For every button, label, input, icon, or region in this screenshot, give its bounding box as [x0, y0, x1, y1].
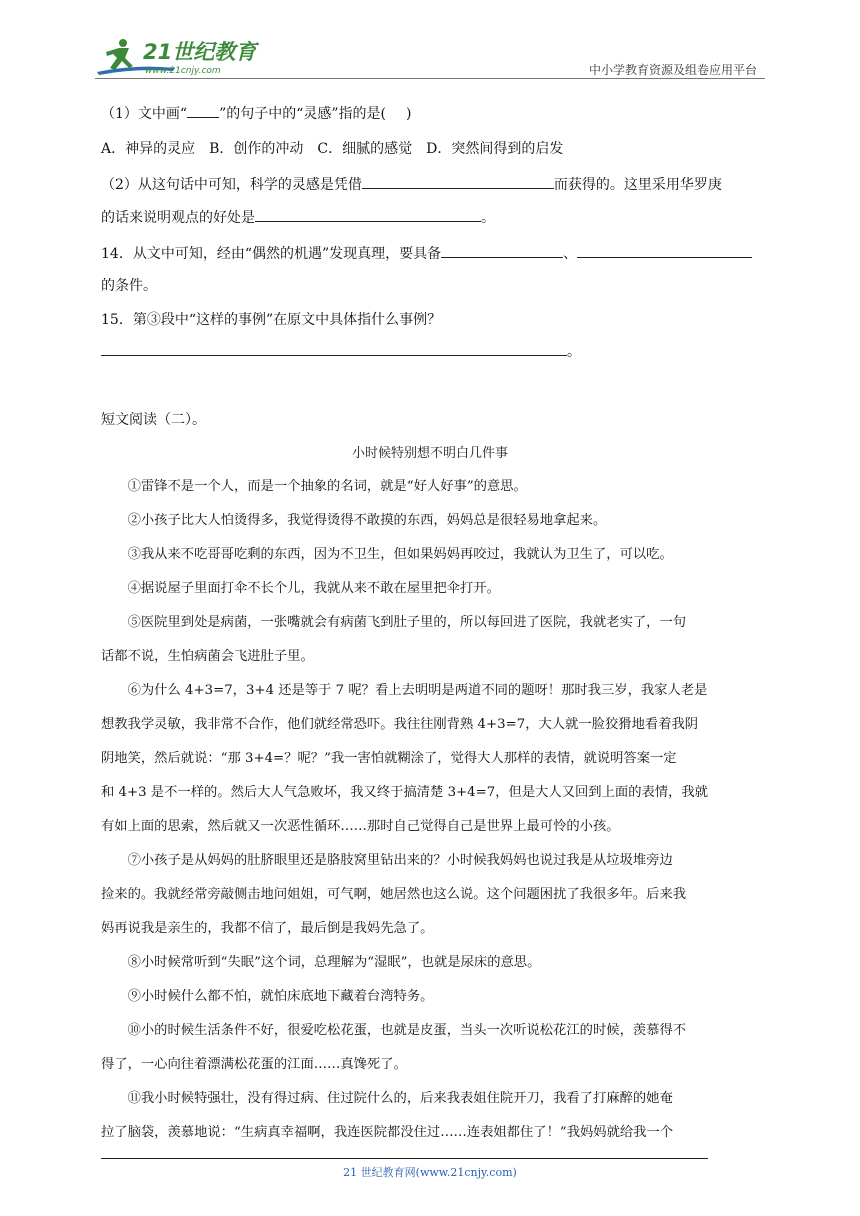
- question-13-1: [101, 104, 411, 124]
- p11-line-1: ⑪我小时候特强壮，没有得过病、住过院什么的，后来我表姐住院开刀，我看了打麻醉的她奄: [127, 1091, 673, 1106]
- p6-line-4: 和 4+3 是不一样的。然后大人气急败坏，我又终于搞清楚 3+4=7，但是大人又回到上面的表情，我就: [101, 785, 708, 800]
- p6-line-5: 有如上面的思索，然后就又一次恶性循环……那时自己觉得自己是世界上最可怜的小孩。: [101, 819, 620, 834]
- p10-line-1: ⑩小的时候生活条件不好，很爱吃松花蛋，也就是皮蛋，当头一次听说松花江的时候，羡慕得不: [127, 1023, 687, 1038]
- p6-line-1: ⑥为什么 4+3=7，3+4 还是等于 7 呢？看上去明明是两道不同的题呀！那时我三岁，我家人老是: [127, 683, 708, 698]
- q13-1-text-b: ”的句子中的“灵感”指的是(: [219, 106, 387, 122]
- p11-line-2: 拉了脑袋，羡慕地说：“生病真幸福啊，我连医院都没住过……连表姐都住了！”我妈妈就给我一个: [101, 1125, 674, 1140]
- q13-2-text-a: （2）从这句话中可知，科学的灵感是凭借: [101, 177, 362, 193]
- section-heading: [101, 410, 206, 430]
- paragraph-11: [101, 1082, 761, 1150]
- q13-1-text-a: （1）文中画“: [101, 106, 188, 122]
- q13-1-text-c: ): [406, 106, 412, 122]
- question-13-2: [101, 175, 722, 195]
- question-15: [101, 310, 441, 330]
- footer-divider: [101, 1158, 708, 1159]
- article-title: 小时候特别想不明白几件事: [351, 446, 508, 461]
- p6-line-3: 阴地笑，然后就说：“那 3+4=？呢？”我一害怕就糊涂了，觉得大人那样的表情，就说明答案一定: [101, 751, 677, 766]
- q15-text: 15．第③段中“这样的事例”在原文中具体指什么事例？: [101, 312, 442, 328]
- paragraph-5: [101, 606, 761, 674]
- q14-blank-1[interactable]: [441, 244, 563, 258]
- question-13-options: [101, 139, 563, 159]
- q13-options-text: A．神异的灵应 B．创作的冲动 C．细腻的感觉 D．突然间得到的启发: [101, 141, 564, 157]
- question-15-answer: [101, 342, 581, 362]
- question-13-2-cont: [101, 208, 495, 228]
- paragraph-8: [101, 946, 761, 980]
- q15-blank[interactable]: [101, 342, 567, 356]
- q13-2-blank-2[interactable]: [255, 208, 481, 222]
- question-14-cont: [101, 276, 157, 296]
- q14-text-c: 的条件。: [101, 278, 157, 294]
- q13-2-text-c: 的话来说明观点的好处是: [101, 210, 255, 226]
- paragraph-6: [101, 674, 761, 844]
- q14-blank-2[interactable]: [577, 244, 752, 258]
- q14-text-b: 、: [563, 246, 578, 262]
- p2-line-1: ②小孩子比大人怕烫得多，我觉得烫得不敢摸的东西，妈妈总是很轻易地拿起来。: [127, 513, 607, 528]
- q14-text-a: 14．从文中可知，经由“偶然的机遇”发现真理，要具备: [101, 246, 442, 262]
- p3-line-1: ③我从来不吃哥哥吃剩的东西，因为不卫生，但如果妈妈再咬过，我就认为卫生了，可以吃。: [127, 547, 673, 562]
- paragraph-1: [101, 470, 761, 504]
- p6-line-2: 想教我学灵敏，我非常不合作，他们就经常恐吓。我往往刚背熟 4+3=7，大人就一脸狡猾地看着我阴: [101, 717, 699, 732]
- p7-line-2: 捡来的。我就经常旁敲侧击地问姐姐，可气啊，她居然也这么说。这个问题困扰了我很多年。后来我: [101, 887, 687, 902]
- paragraph-7: [101, 844, 761, 946]
- section-heading-text: 短文阅读（二）。: [101, 412, 206, 428]
- site-logo: [95, 34, 265, 78]
- p9-line-1: ⑨小时候什么都不怕，就怕床底地下藏着台湾特务。: [127, 989, 434, 1004]
- page-header: [95, 34, 765, 80]
- p7-line-3: 妈再说我是亲生的，我都不信了，最后倒是我妈先急了。: [101, 921, 434, 936]
- question-14: [101, 244, 752, 264]
- p4-line-1: ④据说屋子里面打伞不长个儿，我就从来不敢在屋里把伞打开。: [127, 581, 500, 596]
- footer-link[interactable]: 21 世纪教育网(www.21cnjy.com): [343, 1166, 517, 1179]
- paragraph-10: [101, 1014, 761, 1082]
- header-divider: [95, 78, 765, 79]
- q13-2-text-d: 。: [481, 210, 495, 226]
- paragraph-9: [101, 980, 761, 1014]
- p8-line-1: ⑧小时候常听到“失眠”这个词，总理解为“湿眠”，也就是尿床的意思。: [127, 955, 541, 970]
- p7-line-1: ⑦小孩子是从妈妈的肚脐眼里还是胳肢窝里钻出来的？小时候我妈妈也说过我是从垃圾堆旁边: [127, 853, 673, 868]
- q13-2-blank-1[interactable]: [362, 175, 554, 189]
- p10-line-2: 得了，一心向往着漂满松花蛋的江面……真馋死了。: [101, 1057, 407, 1072]
- q13-2-text-b: 而获得的。这里采用华罗庚: [553, 177, 722, 193]
- svg-text:www.21cnjy.com: www.21cnjy.com: [145, 66, 221, 76]
- q15-end: 。: [567, 344, 581, 360]
- paragraph-3: [101, 538, 761, 572]
- p5-line-2: 话都不说，生怕病菌会飞进肚子里。: [101, 649, 314, 664]
- paragraph-2: [101, 504, 761, 538]
- p5-line-1: ⑤医院里到处是病菌，一张嘴就会有病菌飞到肚子里的，所以每回进了医院，我就老实了，一句: [127, 615, 687, 630]
- svg-text:21世纪教育: 21世纪教育: [143, 40, 257, 64]
- q13-1-underline: [187, 104, 219, 118]
- platform-name: 中小学教育资源及组卷应用平台: [588, 63, 757, 77]
- paragraph-4: [101, 572, 761, 606]
- p1-line-1: ①雷锋不是一个人，而是一个抽象的名词，就是“好人好事”的意思。: [127, 479, 527, 494]
